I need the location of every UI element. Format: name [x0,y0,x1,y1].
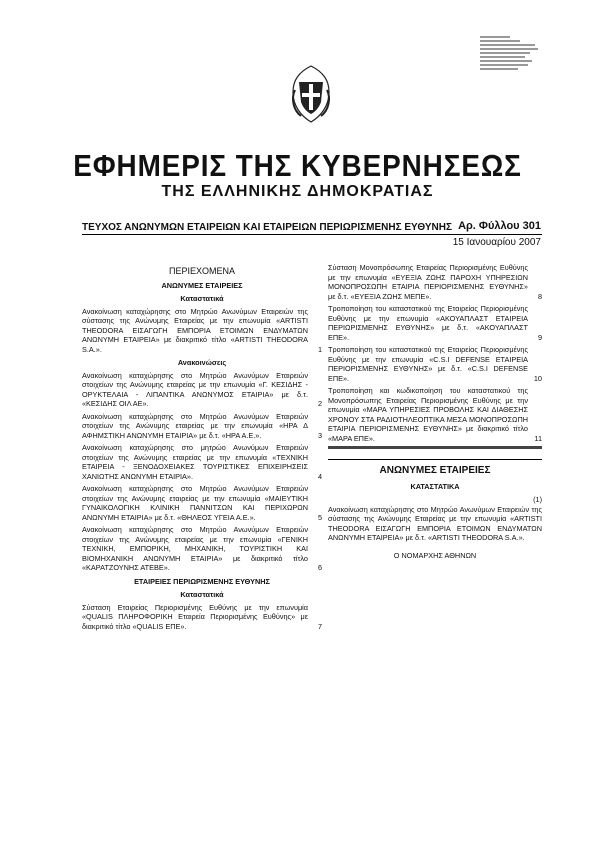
contents-entry-page: 6 [317,563,322,572]
contents-entry-text: Ανακοίνωση καταχώρησης στο Μητρώο Ανωνύμων Εταιρειών στοιχείων της Ανώνυμης εταιρείας με την επωνυμία «Γ. ΚΕΣΙΔΗΣ - ΟΡΥΚΤΕΛΑΙΑ - ΛΙΠΑΝΤΙΚΑ ΑΝΩΝΥΜΟΣ ΕΤΑΙΡΙΑ» με δ.τ. «ΚΕΣΙΔΗΣ ΟΙΛ ΑΕ». [82,370,308,408]
contents-entry-text: Ανακοίνωση καταχώρησης στο Μητρώο Ανωνύμων Εταιρειών της σύστασης της Ανώνυμης Εταιρείας με την επωνυμία «ARTISTI THEODORA ΕΙΣΑΓΩΓΗ ΕΜΠΟΡΙΑ ΕΤΟΙΜΩΝ ΕΝΔΥΜΑΤΩΝ ΑΝΩΝΥΜΗ ΕΤΑΙΡΕΙΑ» με διακριτικό τίτλο «ARTISTI THEODORA S.A.». [82,306,308,354]
contents-entry [82,443,322,481]
contents-entry-text: Σύσταση Μονοπρόσωπης Εταιρείας Περιορισμένης Ευθύνης με την επωνυμία «ΕΥΕΞΙΑ ΖΩΗΣ ΠΑΡΟΧΗ ΥΠΗΡΕΣΙΩΝ ΜΟΝΟΠΡΟΣΩΠΗ ΕΤΑΙΡΙΑ ΠΕΡΙΟΡΙΣΜΕΝΗΣ ΕΥΘΥΝΗΣ» με δ.τ. «ΕΥΕΞΙΑ ΖΩΗΣ ΜΕΠΕ». [328,263,528,301]
corner-fine-print [480,36,540,72]
contents-entry-page: 7 [317,621,322,631]
contents-entry-text: Ανακοίνωση καταχώρησης στο Μητρώο Ανωνύμων Εταιρειών στοιχείων της Ανώνυμης εταιρείας με την επωνυμία «ΓΕΝΙΚΗ ΤΕΧΝΙΚΗ, ΕΜΠΟΡΙΚΗ, ΜΗΧΑΝΙΚΗ, ΤΟΥΡΙΣΤΙΚΗ ΚΑΙ ΒΙΟΜΗΧΑΝΙΚΗ ΑΝΩΝΥΜΗ ΕΤΑΙΡΙΑ» με διακριτικό τίτλο «ΚΑΡΑΤΖΟΥΝΗΣ ΑΤΕΒΕ». [82,525,308,572]
contents-entry-text: Σύσταση Εταιρείας Περιορισμένης Ευθύνης με την επωνυμία «QUALIS ΠΛΗΡΟΦΟΡΙΚΗ Εταιρεία Περιορισμένης Ευθύνης» με διακριτικό τίτλο «QUALIS ΕΠΕ». [82,602,308,631]
authority: Ο ΝΟΜΑΡΧΗΣ ΑΘΗΝΩΝ [393,550,477,560]
contents-group-title: Καταστατικά [180,590,224,599]
contents-entry-page: 2 [317,399,322,408]
contents-heading: ΠΕΡΙΕΧΟΜΕΝΑ [168,266,235,276]
contents-entry [328,386,542,443]
contents-entry-text: Τροποποίηση του καταστατικού της Εταιρείας Περιορισμένης Ευθύνης με την επωνυμία «C.S.I DEFENSE ΕΤΑΙΡΕΙΑ ΠΕΡΙΟΡΙΣΜΕΝΗΣ ΕΥΘΥΝΗΣ» με δ.τ. «C.S.I DEFENSE ΕΠΕ». [328,345,528,383]
issue-type: ΤΕΥΧΟΣ ΑΝΩΝΥΜΩΝ ΕΤΑΙΡΕΙΩΝ ΚΑΙ ΕΤΑΙΡΕΙΩΝ ΠΕΡΙΩΡΙΣΜΕΝΗΣ ΕΥΘΥΝΗΣ [82,222,452,233]
contents-entry-page: 10 [533,373,542,383]
contents-group-title: Καταστατικά [180,294,224,303]
contents-entry [328,345,542,383]
contents-entry-page: 8 [537,291,542,301]
contents-entry [82,484,322,522]
contents-entry-page: 4 [317,471,322,481]
greek-coat-of-arms-icon [287,62,335,126]
contents-section-title: ΑΝΩΝΥΜΕΣ ΕΤΑΙΡΕΙΕΣ [161,280,243,290]
contents-entry-page: 9 [537,332,542,342]
contents-entry-text: Τροποποίηση και κωδικοποίηση του καταστατικού της Μονοπρόσωπης Εταιρείας Περιορισμένης Ευθύνης με την επωνυμία «ΜΑΡΑ ΥΠΗΡΕΣΙΕΣ ΠΡΟΒΟΛΗΣ ΚΑΙ ΔΙΑΘΕΣΗΣ ΧΡΟΝΟΥ ΣΤΑ ΡΑΔΙΟΤΗΛΕΟΠΤΙΚΑ ΜΕΣΑ ΜΟΝΟΠΡΟΣΩΠΗ ΕΤΑΙΡΙΑ ΠΕΡΙΟΡΙΣΜΕΝΗΣ ΕΥΘΥΝΗΣ» με διακριτικό τίτλο «ΜΑΡΑ ΕΠΕ». [328,386,528,443]
gazette-title: ΕΦΗΜΕΡΙΣ ΤΗΣ ΚΥΒΕΡΝΗΣΕΩΣ [73,148,522,183]
contents-entry-text: Ανακοίνωση καταχώρησης στο μητρώο Ανωνύμων Εταιρειών στοιχείων της Ανώνυμης εταιρείας με την επωνυμία «ΤΕΧΝΙΚΗ ΕΤΑΙΡΕΙΑ - ΞΕΝΟΔΟΧΕΙΑΚΕΣ ΤΟΥΡΙΣΤΙΚΕΣ ΕΠΙΧΕΙΡΗΣΕΙΣ ΧΑΝΙΩΤΗΣ ΑΝΩΝΥΜΗ ΕΤΑΙΡΙΑ». [82,443,308,481]
contents-entry-page: 1 [317,344,322,354]
issue-date: 15 Ιανουαρίου 2007 [452,237,541,248]
contents-entry [328,304,542,342]
item-title: Ανακοίνωση καταχώρησης στο Μητρώο Ανωνύμων Εταιρειών της σύστασης της Ανώνυμης Εταιρείας με την επωνυμία «ARTISTI THEODORA ΕΙΣΑΓΩΓΗ ΕΜΠΟΡΙΑ ΕΤΟΙΜΩΝ ΕΝΔΥΜΑΤΩΝ ΑΝΩΝΥΜΗ ΕΤΑΙΡΕΙΑ» με δ.τ. «ARTISTI THEODORA S.A.». [328,504,542,542]
contents-entry [82,525,322,573]
contents-column-left [82,263,322,634]
gazette-subtitle: ΤΗΣ ΕΛΛΗΝΙΚΗΣ ΔΗΜΟΚΡΑΤΙΑΣ [161,183,434,200]
body-subsection-title: ΚΑΤΑΣΤΑΤΙΚΑ [410,481,460,491]
contents-entry-text: Ανακοίνωση καταχώρησης στο Μητρώο Ανωνύμων Εταιρειών στοιχείων της Ανώνυμης εταιρείας με την επωνυμία «ΗΡΑ Δ ΑΦΗΜΣΤΙΚΗ ΑΝΩΝΥΜΗ ΕΤΑΙΡΙΑ» με δ.τ. «ΗΡΑ Α.Ε.». [82,411,308,440]
contents-entry [82,603,322,632]
contents-entry [82,412,322,441]
contents-entry-text: Τροποποίηση του καταστατικού της Εταιρείας Περιορισμένης Ευθύνης με την επωνυμία «ΑΚΟΥΑΠΛΑΣΤ ΕΤΑΙΡΕΙΑ ΠΕΡΙΩΡΙΣΜΕΝΗΣ ΕΥΘΥΝΗΣ» με δ.τ. «ΑΚΟΥΑΠΛΑΣΤ ΕΠΕ». [328,304,528,342]
body-section-title: ΑΝΩΝΥΜΕΣ ΕΤΑΙΡΕΙΕΣ [328,459,542,476]
contents-entry [328,263,542,301]
contents-entry-text: Ανακοίνωση καταχώρησης στο Μητρώο Ανωνύμων Εταιρειών στοιχείων της Ανώνυμης εταιρείας με την επωνυμία «ΜΑΙΕΥΤΙΚΗ ΓΥΝΑΙΚΟΛΟΓΙΚΗ ΚΛΙΝΙΚΗ ΠΑΝΝΙΤΣΩΝ ΚΑΙ ΠΕΡΙΧΩΡΩΝ ΑΝΩΝΥΜΗ ΕΤΑΙΡΙΑ» με δ.τ. «ΘΗΛΕΟΣ ΥΓΕΙΑ Α.Ε.». [82,484,308,522]
contents-section-title: ΕΤΑΙΡΕΙΕΣ ΠΕΡΙΩΡΙΣΜΕΝΗΣ ΕΥΘΥΝΗΣ [134,576,270,586]
contents-entry-page: 11 [534,433,542,443]
contents-group-title: Ανακοινώσεις [177,358,227,367]
header-rule [82,234,542,235]
contents-entry-page: 5 [317,512,322,522]
item-number: (1) [533,495,542,504]
sheet-number: Αρ. Φύλλου 301 [458,220,541,232]
contents-entry [82,307,322,355]
contents-end-rule [328,446,542,449]
contents-entry [82,371,322,409]
contents-entry-page: 3 [317,430,322,440]
contents-column-right [328,263,542,563]
